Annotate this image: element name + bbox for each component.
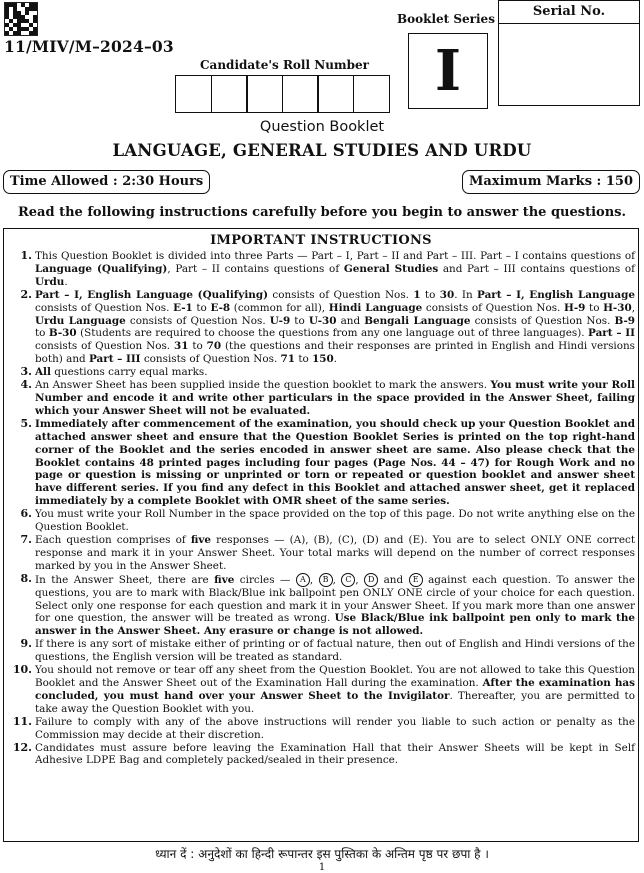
instruction-text: responses — (A), (B), (C), (D) and (E). You are to select ONLY ONE correct response and mark it in your Answer Sheet. Your total marks will depend on the number of correct responses marked by you in the Answer Sheet. (35, 533, 635, 572)
instruction-text: to (192, 301, 211, 314)
instruction-text: , (631, 301, 636, 314)
instruction-bold-text: B-9 (614, 314, 636, 327)
instruction-text: , (332, 573, 342, 586)
instruction-text: , (355, 573, 365, 586)
instruction-text: You must write your Roll Number in the space provided on the top of this page. Do not write anything else on the Question Booklet. (35, 508, 635, 534)
instruction-text: consists of Question Nos. (470, 314, 615, 327)
instruction-item (4, 366, 638, 379)
booklet-series-value: I (408, 33, 488, 109)
instructions-box (3, 228, 639, 842)
instruction-number: 2. (20, 287, 32, 301)
instruction-number: 9. (20, 637, 32, 651)
instruction-bold-text: five (190, 533, 212, 546)
instruction-number: 4. (20, 378, 32, 392)
instruction-bold-text: Part – II (588, 327, 635, 340)
instruction-text: Each question comprises of (35, 533, 191, 546)
instruction-item (4, 716, 638, 742)
instruction-bold-text: You must write your Roll Number and encode it and write other particulars in the space provided in the Answer Sheet, failing which your Answer Sheet will not be evaluated. (35, 379, 636, 417)
read-instructions-line: Read the following instructions carefully before you begin to answer the questions. (17, 205, 627, 220)
instruction-number: 8. (20, 571, 32, 585)
instruction-bold-text: Urdu Language (35, 314, 126, 327)
instruction-text: consists of Question Nos. (35, 340, 174, 353)
instruction-number: 12. (12, 740, 32, 754)
instruction-text: to (420, 288, 440, 301)
instruction-text: consists of Question Nos. (140, 353, 281, 366)
page-number: 1 (318, 862, 326, 873)
instruction-number: 3. (20, 365, 32, 379)
instruction-text: to (35, 327, 49, 340)
instruction-bold-text: 70 (206, 340, 222, 353)
instruction-text: consists of Question Nos. (125, 314, 270, 327)
instruction-bold-text: E-1 (173, 301, 193, 314)
instruction-text: to (290, 314, 309, 327)
roll-number-label: Candidate's Roll Number (200, 58, 369, 72)
instruction-bold-text: 71 (280, 353, 296, 366)
instruction-text: You should not remove or tear off any sheet from the Question Booklet. You are not allowed to take this Question Booklet and the Answer Sheet out of the Examination Hall during the examination. (35, 664, 635, 689)
instruction-text: , (309, 573, 319, 586)
instruction-text: In the Answer Sheet, there are (35, 573, 215, 586)
instruction-bold-text: U-30 (308, 314, 337, 327)
answer-circle-icon: A (296, 573, 310, 587)
roll-box[interactable] (246, 75, 283, 113)
instruction-text: . In (454, 288, 478, 301)
instruction-text: and (378, 573, 409, 586)
instruction-text: . (333, 353, 338, 366)
roll-box[interactable] (211, 75, 248, 113)
instruction-bold-text: 31 (173, 340, 189, 353)
instruction-bold-text: B-30 (48, 327, 77, 340)
answer-circle-icon: D (364, 573, 378, 587)
paper-code: 11/MIV/M–2024–03 (4, 37, 174, 56)
instruction-text: questions carry equal marks. (50, 366, 208, 379)
instruction-bold-text: five (214, 573, 235, 586)
instruction-bold-text: After the examination has concluded, you must hand over your Answer Sheet to the Invigilator (35, 677, 636, 702)
instruction-item (4, 289, 638, 366)
qr-code-icon (4, 2, 38, 36)
roll-number-boxes[interactable] (175, 75, 389, 113)
instruction-text: . Thereafter, you are permitted to take away the Question Booklet with you. (35, 689, 635, 715)
answer-circle-icon: E (409, 573, 423, 587)
instruction-text: consists of Question Nos. (422, 301, 564, 314)
instruction-bold-text: All (35, 366, 51, 379)
instruction-text: Failure to comply with any of the above instructions will render you liable to such action or penalty as the Commission may decide at their discretion. (35, 715, 635, 741)
answer-circle-icon: C (341, 573, 355, 587)
instruction-item (4, 638, 638, 664)
instruction-text: consists of Question Nos. (268, 288, 414, 301)
instruction-bold-text: Hindi Language (328, 301, 423, 314)
roll-box[interactable] (175, 75, 212, 113)
instruction-text: , Part – II contains questions of (167, 262, 344, 275)
instruction-number: 1. (20, 249, 32, 262)
instruction-item (4, 742, 638, 768)
instruction-number: 10. (12, 663, 32, 677)
instruction-text: to (585, 301, 604, 314)
instruction-bold-text: 150 (312, 353, 334, 366)
instruction-bold-text: Bengali Language (364, 314, 471, 327)
roll-box[interactable] (282, 75, 319, 113)
instruction-text: . (64, 275, 68, 288)
instruction-text: If there is any sort of mistake either of printing or of factual nature, then out of English and Hindi versions of the questions, the English version will be treated as standard. (35, 638, 635, 664)
instruction-bold-text: Part – III (88, 353, 141, 366)
instruction-bold-text: Immediately after commencement of the examination, you should check up your Question Booklet and attached answer sheet and ensure that the Question Booklet Series is printed on the top right-hand corner of the Booklet and the series encoded in answer sheet are same. Also please check that the Booklet contains 48 printed pages including four pages (Page Nos. 44 – 47) for Rough Work and no page or question is missing or unprinted or torn or repeated or question booklet and answer sheet have different series. If you find any defect in this Booklet and attached answer sheet, get it replaced immediately by a complete Booklet with OMR sheet of the same series. (35, 417, 635, 508)
instruction-bold-text: H-9 (564, 301, 586, 314)
instruction-bold-text: Language (Qualifying) (35, 262, 168, 275)
instruction-number: 6. (20, 507, 32, 521)
instruction-text: and Part – III contains questions of (438, 262, 635, 275)
instruction-text: consists of Question Nos. (35, 301, 174, 314)
instruction-item (4, 418, 638, 508)
time-allowed: Time Allowed : 2:30 Hours (3, 170, 210, 194)
instruction-bold-text: Part – I, English Language (477, 288, 636, 301)
instruction-text: against each question. To answer the questions, you are to mark with Black/Blue ink ballpoint pen ONLY ONE circle of your choice for each question. Select only one response for each question and mark it in your Answer Sheet. If you mark more than one answer for one question, the answer will be treated as wrong. (35, 573, 635, 625)
instruction-text: (the questions and their responses are printed in English and Hindi versions both) and (35, 340, 636, 366)
instruction-number: 7. (20, 532, 32, 546)
instruction-text: (common for all), (230, 301, 329, 314)
roll-box[interactable] (353, 75, 390, 113)
instruction-text: (Students are required to choose the questions from any one language out of three languages). (76, 327, 589, 340)
instruction-bold-text: E-8 (210, 301, 231, 314)
instruction-bold-text: Part – I, English Language (Qualifying) (35, 288, 269, 301)
instruction-item (4, 534, 638, 573)
instruction-bold-text: H-30 (603, 301, 632, 314)
booklet-label: Question Booklet (259, 119, 385, 135)
instruction-bold-text: General Studies (343, 262, 439, 275)
instruction-number: 5. (20, 416, 32, 430)
instruction-text: to (295, 353, 313, 366)
roll-box[interactable] (317, 75, 354, 113)
instruction-text: to (188, 340, 207, 353)
instruction-number: 11. (12, 714, 32, 728)
hindi-note: ध्यान दें : अनुदेशों का हिन्दी रूपान्तर इस पुस्तिका के अन्तिम पृष्ठ पर छपा है । (155, 847, 489, 861)
instruction-item (4, 508, 638, 534)
instruction-item (4, 379, 638, 418)
serial-number-label: Serial No. (499, 1, 639, 24)
instruction-text: circles — (234, 573, 296, 586)
instruction-bold-text: Urdu (35, 275, 65, 288)
maximum-marks: Maximum Marks : 150 (462, 170, 640, 194)
instruction-bold-text: 30 (439, 288, 455, 301)
instruction-bold-text: Use Black/Blue ink ballpoint pen only to mark the answer in the Answer Sheet. Any erasure or change is not allowed. (35, 612, 635, 638)
instructions-list (4, 250, 638, 767)
serial-number-box (498, 0, 640, 106)
instruction-item (4, 573, 638, 639)
booklet-series-label: Booklet Series (397, 12, 495, 26)
instruction-item (4, 664, 638, 716)
instruction-bold-text: 1 (413, 288, 421, 301)
instruction-text: Candidates must assure before leaving the Examination Hall that their Answer Sheets will be kept in Self Adhesive LDPE Bag and completely packed/sealed in their presence. (35, 741, 635, 767)
instructions-title: IMPORTANT INSTRUCTIONS (210, 233, 432, 248)
instruction-text: An Answer Sheet has been supplied inside the question booklet to mark the answers. (35, 379, 491, 392)
instruction-bold-text: U-9 (269, 314, 291, 327)
answer-circle-icon: B (319, 573, 333, 587)
instruction-text: and (336, 314, 365, 327)
page-title: LANGUAGE, GENERAL STUDIES AND URDU (112, 141, 532, 160)
instruction-item (4, 250, 638, 289)
instruction-text: This Question Booklet is divided into three Parts — Part – I, Part – II and Part – III. Part – I contains questions of (35, 250, 635, 262)
